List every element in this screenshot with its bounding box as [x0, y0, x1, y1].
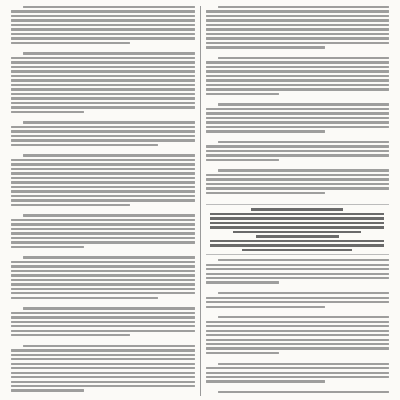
- text-line: [11, 385, 195, 387]
- text-line: [206, 42, 390, 44]
- text-line: [11, 139, 195, 141]
- text-line: [11, 57, 195, 59]
- text-line: [11, 19, 195, 21]
- text-line: [206, 352, 279, 354]
- paragraph-gap: [206, 97, 390, 101]
- text-line: [11, 144, 158, 146]
- text-line: [11, 367, 195, 369]
- right-column-body: [206, 6, 390, 200]
- text-line: [11, 106, 195, 108]
- text-line: [11, 199, 195, 201]
- tally-line: [242, 249, 352, 251]
- text-line: [11, 283, 195, 285]
- text-line: [11, 33, 195, 35]
- paragraph-gap: [206, 385, 390, 389]
- tally-line: [210, 222, 384, 224]
- paragraph-gap: [206, 51, 390, 55]
- text-line: [206, 19, 390, 21]
- text-line: [11, 223, 195, 225]
- right-column-body-continued: [206, 259, 390, 396]
- text-line: [206, 321, 390, 323]
- text-line: [206, 15, 390, 17]
- text-line: [206, 84, 390, 86]
- text-line: [206, 367, 390, 369]
- paragraph-gap: [206, 356, 390, 360]
- text-line: [206, 339, 390, 341]
- text-line: [23, 307, 195, 309]
- text-line: [218, 363, 390, 365]
- text-line: [206, 159, 279, 161]
- text-line: [11, 228, 195, 230]
- text-line: [11, 126, 195, 128]
- text-line: [206, 334, 390, 336]
- text-line: [206, 28, 390, 30]
- text-line: [206, 264, 390, 266]
- text-line: [206, 37, 390, 39]
- text-line: [11, 237, 195, 239]
- paragraph-gap: [11, 250, 195, 254]
- text-line: [206, 145, 390, 147]
- text-line: [11, 321, 195, 323]
- tally-line: [256, 235, 339, 237]
- text-line: [206, 154, 390, 156]
- paragraph-gap: [206, 310, 390, 314]
- text-line: [206, 75, 390, 77]
- text-line: [11, 15, 195, 17]
- text-line: [11, 24, 195, 26]
- paragraph-gap: [206, 286, 390, 290]
- text-line: [206, 330, 390, 332]
- text-line: [206, 301, 390, 303]
- text-line: [206, 150, 390, 152]
- text-line: [218, 391, 390, 393]
- text-line: [206, 343, 390, 345]
- text-line: [11, 37, 195, 39]
- text-line: [11, 177, 195, 179]
- paragraph-gap: [11, 46, 195, 50]
- text-line: [206, 380, 325, 382]
- text-line: [206, 126, 390, 128]
- text-line: [11, 10, 195, 12]
- text-line: [206, 306, 325, 308]
- text-line: [11, 354, 195, 356]
- text-line: [11, 66, 195, 68]
- text-line: [218, 141, 390, 143]
- text-line: [11, 389, 84, 391]
- paragraph-gap: [11, 394, 195, 396]
- text-line: [206, 273, 390, 275]
- text-line: [11, 159, 195, 161]
- text-line: [206, 130, 325, 132]
- right-column: [201, 6, 395, 396]
- text-line: [206, 70, 390, 72]
- text-line: [11, 79, 195, 81]
- text-line: [23, 345, 195, 347]
- text-line: [11, 88, 195, 90]
- text-line: [206, 24, 390, 26]
- text-line: [11, 330, 195, 332]
- text-line: [206, 297, 390, 299]
- text-line: [206, 187, 390, 189]
- text-line: [23, 121, 195, 123]
- text-line: [206, 61, 390, 63]
- text-line: [11, 190, 195, 192]
- text-line: [11, 292, 195, 294]
- tally-line: [210, 213, 384, 215]
- text-line: [11, 241, 195, 243]
- paragraph-gap: [11, 148, 195, 152]
- text-line: [11, 270, 195, 272]
- paragraph-gap: [206, 196, 390, 200]
- paragraph-gap: [11, 208, 195, 212]
- text-line: [206, 10, 390, 12]
- text-line: [206, 112, 390, 114]
- text-line: [11, 75, 195, 77]
- text-line: [218, 169, 390, 171]
- paragraph-gap: [11, 115, 195, 119]
- text-line: [11, 135, 195, 137]
- text-line: [206, 277, 390, 279]
- text-line: [11, 358, 195, 360]
- text-line: [11, 97, 195, 99]
- text-line: [23, 52, 195, 54]
- text-line: [206, 183, 390, 185]
- text-line: [11, 297, 158, 299]
- tally-line: [251, 208, 343, 210]
- text-line: [11, 102, 195, 104]
- text-line: [23, 6, 195, 8]
- text-line: [218, 259, 390, 261]
- text-line: [11, 349, 195, 351]
- text-line: [11, 219, 195, 221]
- text-line: [218, 316, 390, 318]
- text-line: [11, 84, 195, 86]
- paragraph-gap: [11, 301, 195, 305]
- vote-tally-block: [206, 204, 390, 255]
- text-line: [218, 292, 390, 294]
- text-line: [206, 79, 390, 81]
- text-line: [11, 261, 195, 263]
- paragraph-gap: [206, 135, 390, 139]
- text-line: [11, 372, 195, 374]
- text-line: [206, 372, 390, 374]
- text-line: [206, 121, 390, 123]
- tally-line: [210, 217, 384, 219]
- text-line: [206, 108, 390, 110]
- text-line: [11, 28, 195, 30]
- text-line: [11, 363, 195, 365]
- text-line: [11, 195, 195, 197]
- text-line: [206, 281, 279, 283]
- tally-line: [210, 244, 384, 246]
- text-line: [218, 6, 390, 8]
- text-line: [23, 154, 195, 156]
- text-line: [206, 268, 390, 270]
- text-line: [11, 93, 195, 95]
- text-line: [11, 312, 195, 314]
- paragraph-gap: [206, 163, 390, 167]
- text-line: [11, 376, 195, 378]
- text-line: [23, 256, 195, 258]
- tally-line: [210, 240, 384, 242]
- text-line: [11, 265, 195, 267]
- text-line: [206, 93, 279, 95]
- text-line: [206, 88, 390, 90]
- text-line: [11, 168, 195, 170]
- paragraph-gap: [11, 339, 195, 343]
- text-line: [206, 117, 390, 119]
- text-line: [23, 214, 195, 216]
- tally-line: [210, 226, 384, 228]
- text-line: [11, 186, 195, 188]
- text-line: [11, 246, 84, 248]
- text-line: [206, 66, 390, 68]
- text-line: [11, 325, 195, 327]
- text-line: [11, 70, 195, 72]
- text-line: [218, 57, 390, 59]
- text-line: [11, 334, 130, 336]
- text-line: [11, 172, 195, 174]
- text-line: [11, 279, 195, 281]
- text-line: [11, 181, 195, 183]
- text-line: [11, 232, 195, 234]
- text-line: [11, 274, 195, 276]
- vote-tally-lines: [206, 208, 390, 251]
- text-line: [206, 178, 390, 180]
- text-line: [206, 192, 325, 194]
- two-column-layout: [6, 6, 394, 396]
- text-line: [11, 163, 195, 165]
- text-line: [11, 204, 130, 206]
- tally-line: [233, 231, 361, 233]
- left-column-body: [11, 6, 195, 396]
- text-line: [206, 347, 390, 349]
- left-column: [6, 6, 200, 396]
- text-line: [11, 130, 195, 132]
- text-line: [206, 376, 390, 378]
- text-line: [11, 316, 195, 318]
- text-line: [11, 381, 195, 383]
- text-line: [11, 61, 195, 63]
- text-line: [206, 46, 325, 48]
- text-line: [206, 174, 390, 176]
- text-line: [206, 325, 390, 327]
- text-line: [11, 42, 130, 44]
- text-line: [11, 288, 195, 290]
- text-line: [206, 33, 390, 35]
- text-line: [11, 111, 84, 113]
- text-line: [218, 103, 390, 105]
